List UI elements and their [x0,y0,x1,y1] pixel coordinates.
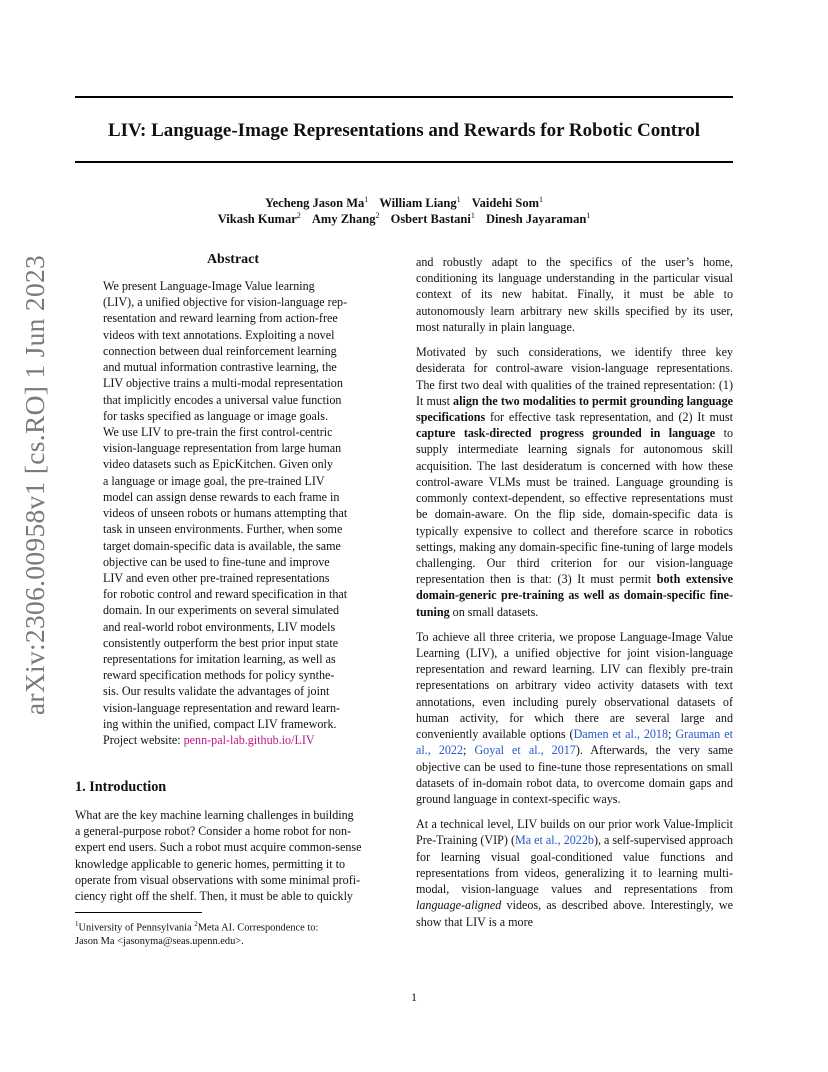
abstract-line: LIV and even other pre-trained representations [103,570,330,585]
abstract-line: sis. Our results validate the advantages of joint [103,684,330,699]
abstract-line: model can assign dense rewards to each frame in [103,489,340,504]
footnote-rule [75,912,202,913]
project-website-link[interactable]: penn-pal-lab.github.io/LIV [183,733,315,748]
abstract-line: and mutual information contrastive learning, the [103,360,337,375]
abstract-line: that implicitly encodes a universal value function [103,392,342,407]
abstract-line: consistently outperform the best prior input state [103,635,339,650]
author: Vikash Kumar$^2$ [217,211,301,227]
paper-title: LIV: Language-Image Representations and Rewards for Robotic Control [107,120,700,141]
abstract-line: reward specification methods for policy synthe- [103,668,335,683]
paragraph: To achieve all three criteria, we propose Language-Image Value Learning (LIV), a unified objective for joint vision-language representation and reward learning. LIV can flexibly pre-train representations on arbitrary video activity datasets with text annotations, even including purely observational datasets of human activity, for which there are several large and conveniently available options (Damen et al., 2018; Grauman et al., 2022; Goyal et al., 2017). Afterwards, the very same objective can be used to fine-tune those representations on small datasets of in-domain robot data, to overcome domain gaps and ground language in context-specific ways. [416,629,733,806]
top-rule [75,96,733,98]
abstract-line: ing within the unified, compact LIV framework. [103,716,337,731]
abstract-line: videos of unseen robots or humans attempting that [103,506,348,521]
abstract-line: connection between dual reinforcement learning [103,343,337,358]
author: Amy Zhang$^2$ [311,211,380,227]
body-line: expert end users. Such a robot must acquire common-sense [75,840,362,855]
project-website-line: Project website: penn-pal-lab.github.io/LIV [103,733,315,748]
abstract-line: video datasets such as EpicKitchen. Given only [103,457,334,472]
abstract-line: (LIV), a unified objective for vision-language rep- [103,295,348,310]
paragraph: and robustly adapt to the specifics of the user’s home, conditioning its language understanding in the particular visual context of its new habitat. Finally, it must be able to autonomously learn arbitrary new skills specified by its user, most naturally in plain language. [416,255,733,334]
abstract-heading: Abstract [206,252,260,267]
right-column-body [416,254,733,939]
abstract-line: for tasks specified as language or image goals. [103,408,329,423]
title-bottom-rule [75,161,733,163]
body-line: operate from visual observations with some minimal profi- [75,872,361,887]
abstract-line: objective can be used to fine-tune and improve [103,554,330,569]
abstract-line: domain. In our experiments on several simulated [103,603,340,618]
body-line: knowledge applicable to generic homes, permitting it to [75,856,346,871]
footnote: $^1$University of Pennsylvania $^2$Meta AI. Correspondence to: Jason Ma <jasonyma@seas.upenn.edu>. [75,920,319,948]
abstract-line: vision-language representation from large human [103,441,342,456]
abstract-line: for robotic control and reward specification in that [103,587,348,602]
page-number: 1 [411,990,417,1004]
citation-link[interactable]: Grauman et al., 2022 [416,727,733,758]
abstract-line: a language or image goal, the pre-trained LIV [103,473,325,488]
arxiv-watermark: arXiv:2306.00958v1 [cs.RO] 1 Jun 2023 [19,254,50,716]
author: Yecheng Jason Ma$^1$ [264,195,369,211]
author: William Liang$^1$ [379,195,461,211]
abstract-line: target domain-specific data is available, the same [103,538,341,553]
abstract-line: and real-world robot environments, LIV models [103,619,336,634]
author: Vaidehi Som$^1$ [471,195,544,211]
abstract-line: task in unseen environments. Further, when some [103,522,343,537]
abstract-line: LIV objective trains a multi-modal representation [103,376,343,391]
abstract-line: representations for imitation learning, as well as [103,652,336,667]
body-line: ciency right off the shelf. Then, it must be able to quickly [75,889,353,904]
citation-link[interactable]: Goyal et al., 2017 [474,743,576,758]
abstract-body [103,278,365,748]
paragraph: Motivated by such considerations, we identify three key desiderata for control-aware vision-language representations. The first two deal with qualities of the trained representation: (1) It must align the two modalities to permit grounding language specifications for effective task representation, and (2) It must capture task-directed progress grounded in language to supply intermediate learning signals for autonomous skill acquisition. The last desideratum is concerned with how these control-aware VLMs must be trained. Language grounding is commonly context-dependent, so effective representations must be domain-aware. On the flip side, domain-specific data is typically expensive to collect and therefore scarce in robotics settings, making any domain-specific fine-tuning of large models challenging. Our third criterion for our vision-language representation then is that: (3) It must permit both extensive domain-generic pre-training as well as domain-specific fine-tuning on small datasets. [416,345,733,619]
section-heading: 1. Introduction [75,779,167,795]
abstract-line: We present Language-Image Value learning [103,279,315,293]
paragraph: At a technical level, LIV builds on our prior work Value-Implicit Pre-Training (VIP) (Ma et al., 2022b), a self-supervised approach for learning visual goal-conditioned value functions and representations from videos, generalizing it to learning multi-modal, vision-language values and representations from language-aligned videos, as described above. Interestingly, we show that LIV is a more [416,817,733,929]
abstract-line: resentation and reward learning from action-free [103,311,338,326]
authors-row-2 [75,207,733,228]
abstract-line: We use LIV to pre-train the first control-centric [103,424,333,439]
author: Osbert Bastani$^1$ [390,211,475,227]
author: Dinesh Jayaraman$^1$ [485,211,591,227]
citation-link[interactable]: Damen et al., 2018 [573,727,669,742]
body-line: What are the key machine learning challenges in building [75,808,354,822]
abstract-line: vision-language representation and reward learn- [103,700,341,715]
abstract-line: videos with text annotations. Exploiting a novel [103,327,335,342]
left-column-body [75,807,391,904]
citation-link[interactable]: Ma et al., 2022b [515,833,594,848]
body-line: a general-purpose robot? Consider a home robot for non- [75,824,352,839]
